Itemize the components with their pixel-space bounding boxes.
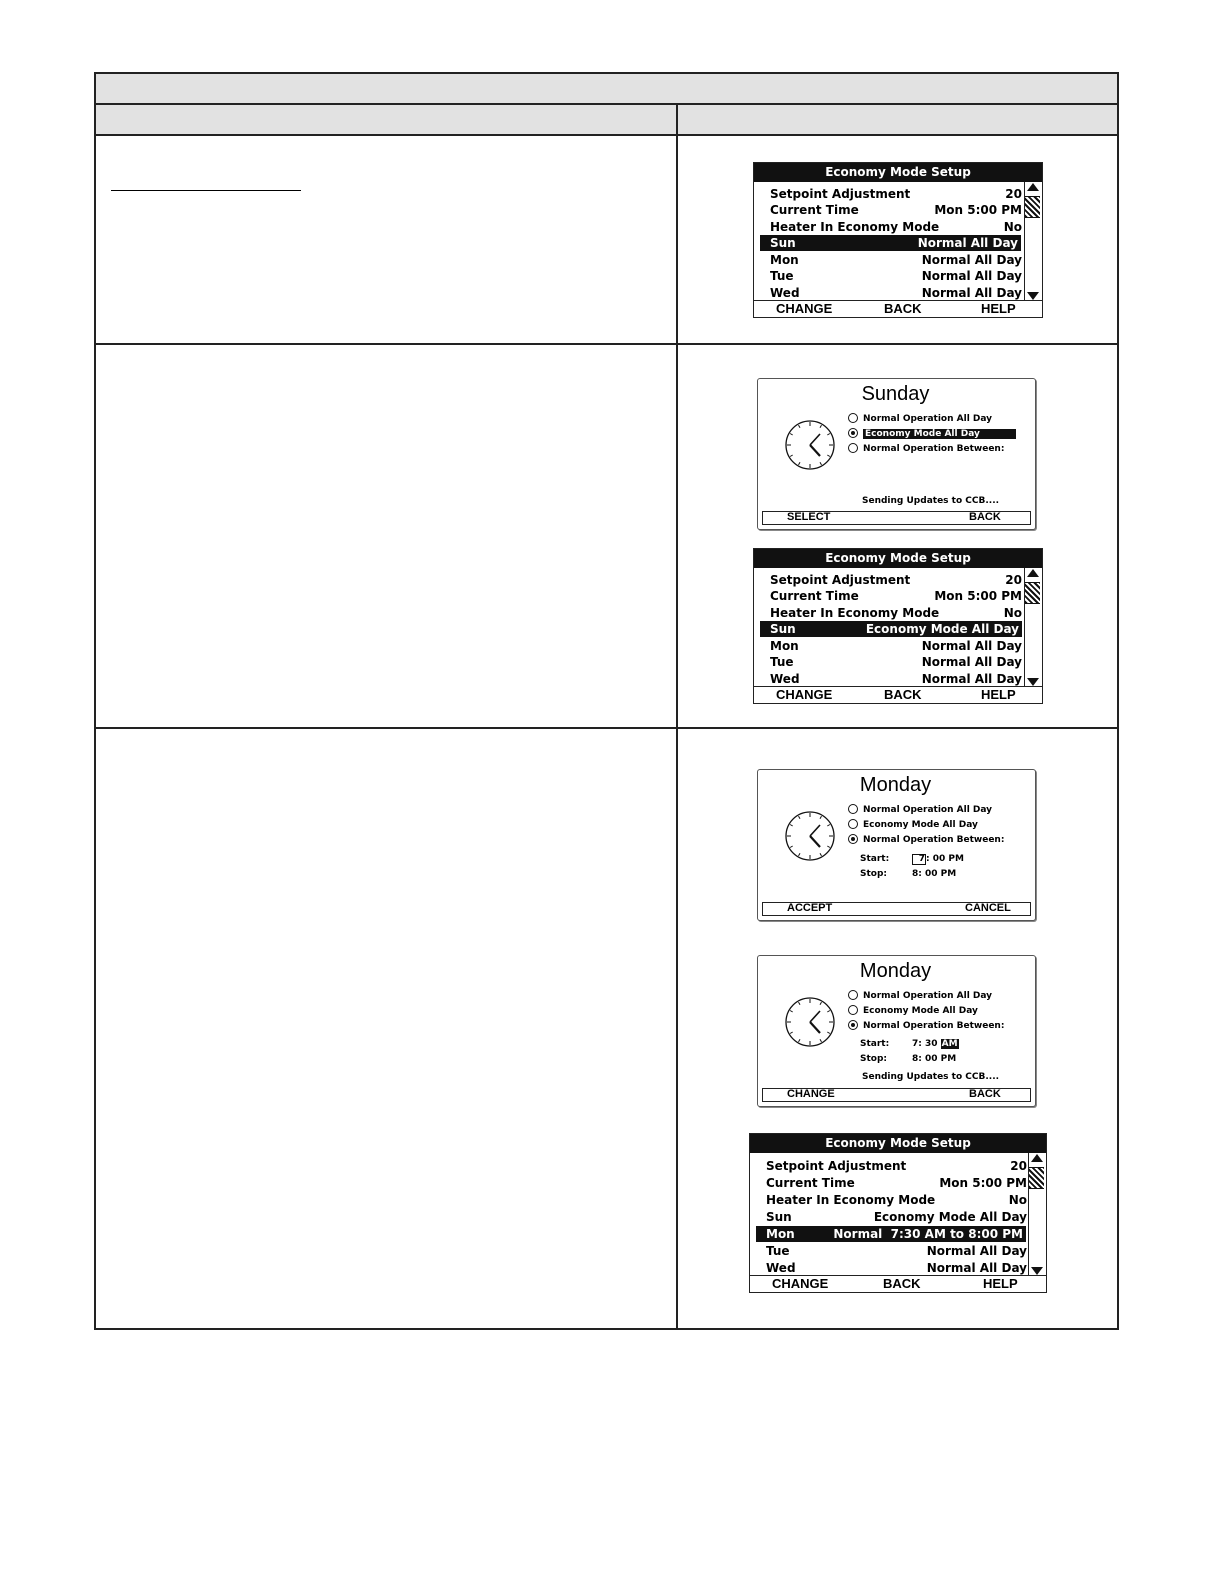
back-softkey[interactable]: BACK	[969, 1088, 1001, 1100]
radio-icon[interactable]	[848, 413, 858, 423]
back-softkey[interactable]: BACK	[884, 301, 922, 316]
status-text: Sending Updates to CCB....	[862, 496, 1000, 506]
change-softkey[interactable]: CHANGE	[776, 301, 833, 316]
change-softkey[interactable]: CHANGE	[772, 1276, 829, 1291]
scrollbar[interactable]	[1024, 182, 1042, 301]
dialog-title: Monday	[859, 960, 932, 982]
accept-softkey[interactable]: ACCEPT	[787, 902, 833, 914]
scroll-down-icon[interactable]	[1027, 678, 1039, 686]
option-economy-all-day[interactable]: Economy Mode All Day	[848, 818, 978, 832]
radio-selected-icon[interactable]	[848, 834, 858, 844]
softkey-bar	[762, 511, 1031, 525]
radio-icon[interactable]	[848, 443, 858, 453]
softkey-bar	[762, 1088, 1031, 1102]
scroll-thumb[interactable]	[1025, 582, 1040, 604]
clock-icon	[784, 810, 836, 862]
heater-economy-row[interactable]: Heater In Economy Mode No	[766, 1193, 1027, 1207]
dialog-title: Monday	[859, 774, 932, 796]
softkey-bar	[754, 686, 1042, 703]
radio-selected-icon[interactable]	[848, 428, 858, 438]
screen-title: Economy Mode Setup	[754, 163, 1042, 182]
scrollbar[interactable]	[1024, 568, 1042, 687]
wed-row[interactable]: Wed Normal All Day	[766, 1261, 1027, 1275]
setpoint-adjustment-row[interactable]: Setpoint Adjustment 20	[770, 187, 1022, 201]
option-economy-all-day[interactable]: Economy Mode All Day	[848, 427, 1016, 441]
scroll-up-icon[interactable]	[1027, 569, 1039, 577]
setpoint-adjustment-row[interactable]: Setpoint Adjustment 20	[766, 1159, 1027, 1173]
screen-title: Economy Mode Setup	[750, 1134, 1046, 1153]
heater-economy-row[interactable]: Heater In Economy Mode No	[770, 606, 1022, 620]
monday-dialog-screen	[757, 955, 1036, 1107]
radio-icon[interactable]	[848, 819, 858, 829]
sunday-dialog-screen	[757, 378, 1036, 530]
help-softkey[interactable]: HELP	[981, 301, 1016, 316]
scroll-down-icon[interactable]	[1031, 1267, 1043, 1275]
monday-dialog-screen	[757, 769, 1036, 921]
economy-mode-setup-screen	[753, 162, 1043, 318]
scrollbar[interactable]	[1028, 1153, 1046, 1276]
clock-icon	[784, 419, 836, 471]
stop-time-row: Stop: 8: 00 PM	[860, 869, 957, 879]
start-time-field[interactable]: 7: 30	[912, 1039, 938, 1049]
back-softkey[interactable]: BACK	[884, 687, 922, 702]
stop-time-field[interactable]: 8: 00 PM	[912, 869, 957, 879]
change-softkey[interactable]: CHANGE	[776, 687, 833, 702]
tue-row[interactable]: Tue Normal All Day	[770, 655, 1022, 669]
option-economy-all-day[interactable]: Economy Mode All Day	[848, 1004, 978, 1018]
wed-row[interactable]: Wed Normal All Day	[770, 672, 1022, 686]
scroll-down-icon[interactable]	[1027, 292, 1039, 300]
underline-rule	[111, 190, 301, 191]
sun-row[interactable]: Sun Economy Mode All Day	[760, 621, 1022, 637]
back-softkey[interactable]: BACK	[969, 511, 1001, 523]
table-rule	[94, 103, 1119, 105]
stop-time-field[interactable]: 8: 00 PM	[912, 1054, 957, 1064]
softkey-bar	[750, 1275, 1046, 1292]
mon-row[interactable]: Mon Normal All Day	[770, 253, 1022, 267]
radio-icon[interactable]	[848, 1005, 858, 1015]
tue-row[interactable]: Tue Normal All Day	[770, 269, 1022, 283]
scroll-thumb[interactable]	[1025, 196, 1040, 218]
radio-icon[interactable]	[848, 804, 858, 814]
current-time-row[interactable]: Current Time Mon 5:00 PM	[766, 1176, 1027, 1190]
radio-selected-icon[interactable]	[848, 1020, 858, 1030]
table-column-divider	[676, 103, 678, 1330]
sun-row[interactable]: Sun Economy Mode All Day	[766, 1210, 1027, 1224]
scroll-thumb[interactable]	[1029, 1167, 1044, 1189]
table-rule	[94, 134, 1119, 136]
status-text: Sending Updates to CCB....	[862, 1072, 1000, 1082]
table-rule	[94, 343, 1119, 345]
change-softkey[interactable]: CHANGE	[787, 1088, 835, 1100]
scroll-up-icon[interactable]	[1031, 1154, 1043, 1162]
sun-row[interactable]: Sun Normal All Day	[760, 235, 1021, 251]
cancel-softkey[interactable]: CANCEL	[965, 902, 1011, 914]
current-time-row[interactable]: Current Time Mon 5:00 PM	[770, 203, 1022, 217]
start-ampm-field[interactable]: AM	[941, 1039, 958, 1049]
dialog-title: Sunday	[861, 383, 930, 405]
mon-row[interactable]: Mon Normal All Day	[770, 639, 1022, 653]
mon-row[interactable]: Mon Normal 7:30 AM to 8:00 PM	[756, 1226, 1026, 1242]
option-normal-all-day[interactable]: Normal Operation All Day	[848, 989, 992, 1003]
economy-mode-setup-screen	[753, 548, 1043, 704]
softkey-bar	[762, 902, 1031, 916]
start-time-row: Start: 7: 30 AM	[860, 1039, 958, 1049]
economy-mode-setup-screen	[749, 1133, 1047, 1293]
radio-icon[interactable]	[848, 990, 858, 1000]
select-softkey[interactable]: SELECT	[787, 511, 831, 523]
start-time-row: Start: 7: 00 PM	[860, 854, 964, 864]
scroll-up-icon[interactable]	[1027, 183, 1039, 191]
screen-title: Economy Mode Setup	[754, 549, 1042, 568]
option-normal-between[interactable]: Normal Operation Between:	[848, 442, 1004, 456]
softkey-bar	[754, 300, 1042, 317]
table-rule	[94, 727, 1119, 729]
option-normal-all-day[interactable]: Normal Operation All Day	[848, 803, 992, 817]
wed-row[interactable]: Wed Normal All Day	[770, 286, 1022, 300]
heater-economy-row[interactable]: Heater In Economy Mode No	[770, 220, 1022, 234]
option-normal-between[interactable]: Normal Operation Between:	[848, 1019, 1004, 1033]
setpoint-adjustment-row[interactable]: Setpoint Adjustment 20	[770, 573, 1022, 587]
option-normal-all-day[interactable]: Normal Operation All Day	[848, 412, 992, 426]
clock-icon	[784, 996, 836, 1048]
help-softkey[interactable]: HELP	[981, 687, 1016, 702]
help-softkey[interactable]: HELP	[983, 1276, 1018, 1291]
back-softkey[interactable]: BACK	[883, 1276, 921, 1291]
tue-row[interactable]: Tue Normal All Day	[766, 1244, 1027, 1258]
option-normal-between[interactable]: Normal Operation Between:	[848, 833, 1004, 847]
current-time-row[interactable]: Current Time Mon 5:00 PM	[770, 589, 1022, 603]
stop-time-row: Stop: 8: 00 PM	[860, 1054, 957, 1064]
start-hour-field[interactable]: 7	[912, 854, 926, 865]
